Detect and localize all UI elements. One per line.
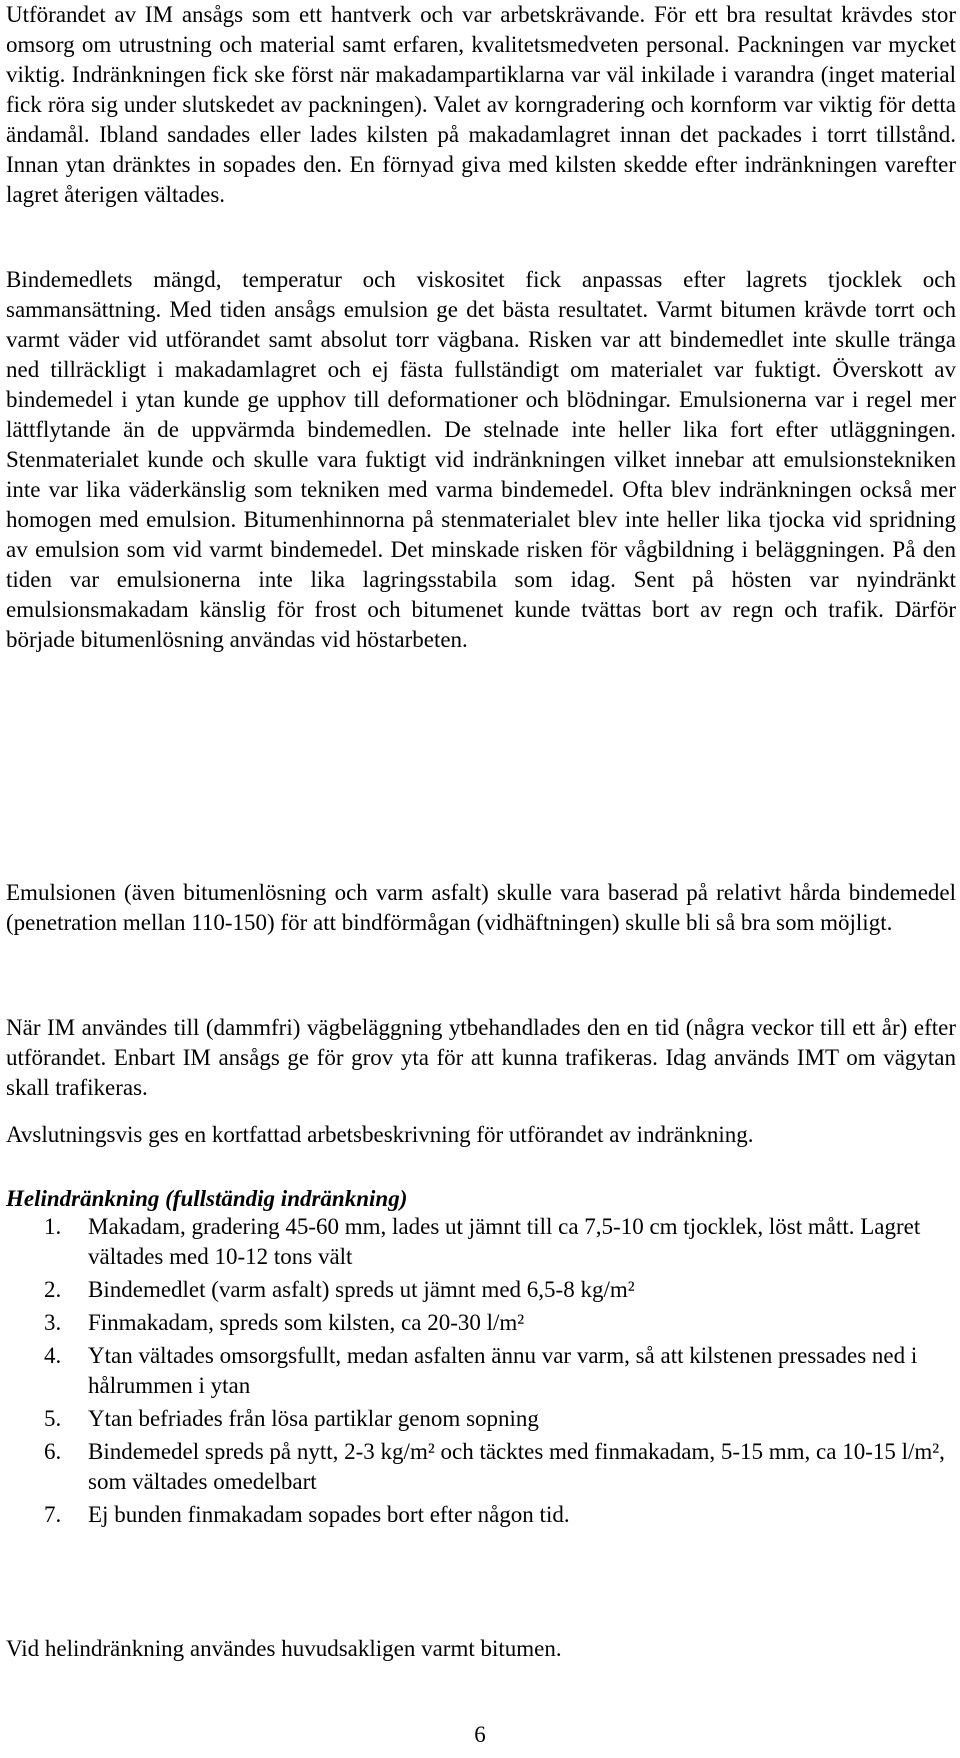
step-text: Finmakadam, spreds som kilsten, ca 20-30 l/m² [88, 1310, 525, 1335]
closing-paragraph: Vid helindränkning användes huvudsakligen varmt bitumen. [6, 1636, 562, 1661]
section-heading: Helindränkning (fullständig indränkning) [6, 1186, 408, 1211]
step-number: 7. [44, 1502, 62, 1527]
list-item [6, 1212, 956, 1272]
step-text: Ytan befriades från lösa partiklar genom sopning [88, 1406, 539, 1431]
step-number: 6. [44, 1439, 62, 1464]
step-number: 3. [44, 1310, 62, 1335]
step-number: 1. [44, 1214, 62, 1239]
list-item [6, 1500, 956, 1530]
step-text: Ej bunden finmakadam sopades bort efter någon tid. [88, 1502, 570, 1527]
step-text: Makadam, gradering 45-60 mm, lades ut jämnt till ca 7,5-10 cm tjocklek, löst mått. Lagret vältades med 10-12 tons vält [88, 1214, 921, 1269]
document-page [6, 0, 956, 1758]
step-text: Bindemedlet (varm asfalt) spreds ut jämnt med 6,5-8 kg/m² [88, 1277, 635, 1302]
step-text: Bindemedel spreds på nytt, 2-3 kg/m² och täcktes med finmakadam, 5-15 mm, ca 10-15 l/m², som vältades omedelbart [88, 1439, 945, 1494]
paragraph-execution: Utförandet av IM ansågs som ett hantverk och var arbetskrävande. För ett bra resultat krävdes stor omsorg om utrustning och material samt erfaren, kvalitetsmedveten personal. Packningen var mycket viktig. Indränkningen fick ske först när makadampartiklarna var väl inkilade i varandra (inget material fick röra sig under slutskedet av packningen). Valet av korngradering och kornform var viktig för detta ändamål. Ibland sandades eller lades kilsten på makadamlagret innan det packades i torrt tillstånd. Innan ytan dränktes in sopades den. En förnyad giva med kilsten skedde efter indränkningen varefter lagret återigen vältades. [6, 2, 956, 207]
list-item [6, 1437, 956, 1497]
list-item [6, 1308, 956, 1338]
step-number: 2. [44, 1277, 62, 1302]
page-number: 6 [474, 1722, 486, 1747]
paragraph-emulsion: Emulsionen (även bitumenlösning och varm asfalt) skulle vara baserad på relativt hårda bindemedel (penetration mellan 110-150) för att bindförmågan (vidhäftningen) skulle bli så bra som möjligt. [6, 880, 956, 935]
steps-list [6, 1212, 956, 1533]
list-item [6, 1275, 956, 1305]
list-item [6, 1341, 956, 1401]
step-number: 5. [44, 1406, 62, 1431]
paragraph-surface-treatment: När IM användes till (dammfri) vägbeläggning ytbehandlades den en tid (några veckor till ett år) efter utförandet. Enbart IM ansågs ge för grov yta för att kunna trafikeras. Idag används IMT om vägytan skall trafikeras. [6, 1015, 956, 1100]
step-text: Ytan vältades omsorgsfullt, medan asfalten ännu var varm, så att kilstenen pressades ned i hålrummen i ytan [88, 1343, 918, 1398]
step-number: 4. [44, 1343, 62, 1368]
paragraph-binder: Bindemedlets mängd, temperatur och viskositet fick anpassas efter lagrets tjocklek och sammansättning. Med tiden ansågs emulsion ge det bästa resultatet. Varmt bitumen krävde torrt och varmt väder vid utförandet samt absolut torr vägbana. Risken var att bindemedlet inte skulle tränga ned tillräckligt i makadamlagret och ej fästa fullständigt om materialet var fuktigt. Överskott av bindemedel i ytan kunde ge upphov till deformationer och blödningar. Emulsionerna var i regel mer lättflytande än de uppvärmda bindemedlen. De stelnade inte heller lika fort efter utläggningen. Stenmaterialet kunde och skulle vara fuktigt vid indränkningen vilket innebar att emulsionstekniken inte var lika väderkänslig som tekniken med varma bindemedel. Ofta blev indränkningen också mer homogen med emulsion. Bitumenhinnorna på stenmaterialet blev inte heller lika tjocka vid spridning av emulsion som vid varmt bindemedel. Det minskade risken för vågbildning i beläggningen. På den tiden var emulsionerna inte lika lagringsstabila som idag. Sent på hösten var nyindränkt emulsionsmakadam känslig för frost och bitumenet kunde tvättas bort av regn och trafik. Därför började bitumenlösning användas vid höstarbeten. [6, 267, 956, 652]
list-item [6, 1404, 956, 1434]
paragraph-conclusion-intro: Avslutningsvis ges en kortfattad arbetsbeskrivning för utförandet av indränkning. [6, 1122, 754, 1147]
